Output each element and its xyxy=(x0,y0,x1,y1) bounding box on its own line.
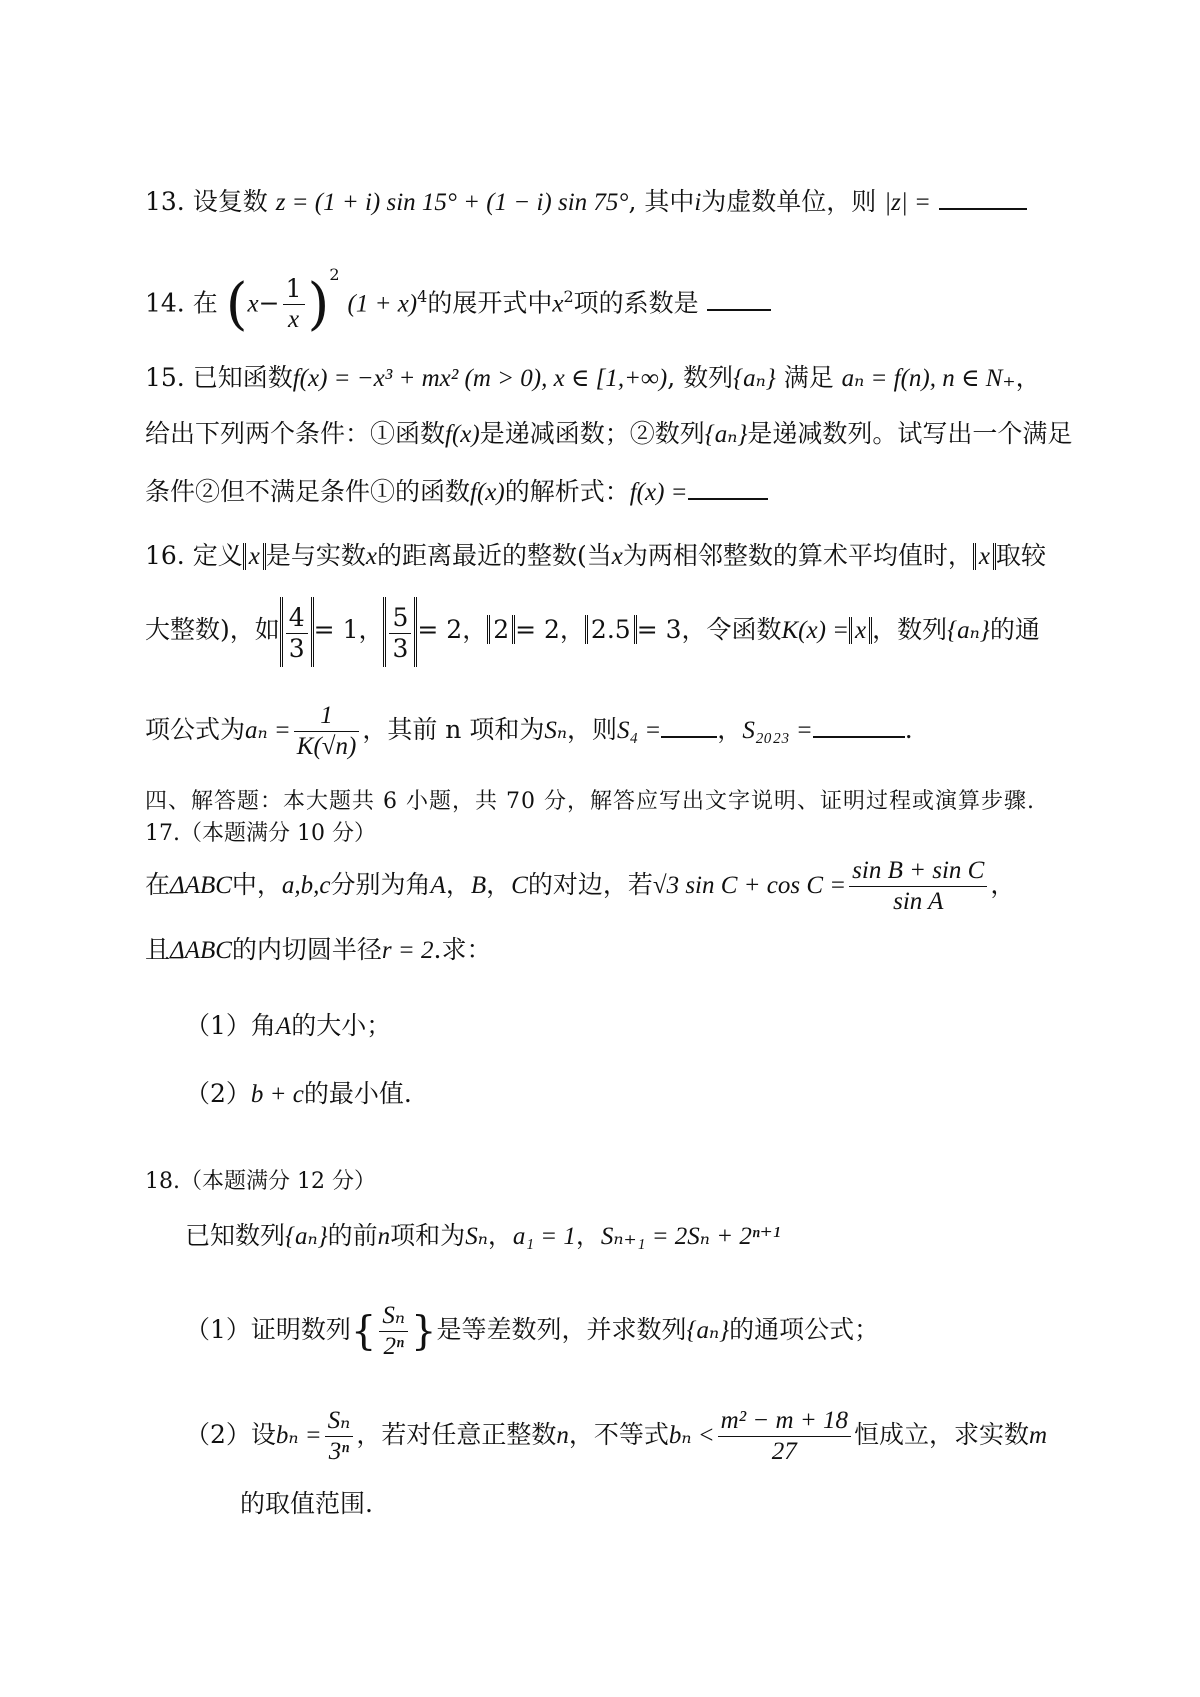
paren-close: ) xyxy=(307,271,330,337)
frac-denominator: 3ⁿ xyxy=(328,1438,350,1465)
frac-numerator: m² − m + 18 xyxy=(718,1406,851,1437)
answer-blank xyxy=(707,287,771,311)
frac-denominator: 3 xyxy=(392,633,409,663)
question-17-part-2 xyxy=(185,1078,412,1111)
q18-text: （1）证明数列 xyxy=(185,1315,351,1344)
q17-angle: C xyxy=(511,872,528,899)
q13-number: 13. xyxy=(145,187,185,216)
q17-radius: r = 2 xyxy=(381,937,434,964)
q14-x: x xyxy=(247,290,259,318)
q17-text: 中， xyxy=(231,870,282,899)
q16-text: . xyxy=(904,715,913,744)
q16-x: x xyxy=(365,543,377,570)
frac-numerator: 1 xyxy=(294,701,360,732)
question-15-line-3 xyxy=(145,476,768,509)
q17-text: 在 xyxy=(145,870,171,899)
answer-blank xyxy=(813,714,905,738)
q16-text: 是与实数 xyxy=(265,541,366,570)
paren-open: ( xyxy=(225,271,248,337)
q15-text: 满足 xyxy=(783,363,834,392)
q18-bn: bₙ = xyxy=(275,1422,322,1449)
question-18-part-2-cont: 的取值范围. xyxy=(240,1489,373,1518)
q15-function: f(x) = −x³ + mx² (m > 0), x ∈ [1,+∞) xyxy=(292,365,668,392)
question-13 xyxy=(145,186,1027,219)
q17-text: 且 xyxy=(145,935,171,964)
question-15-line-1 xyxy=(145,362,1041,395)
q16-sequence: {aₙ} xyxy=(947,617,990,644)
q13-i: i xyxy=(694,189,702,216)
q17-text: （1）角 xyxy=(185,1011,276,1040)
q14-text: 的展开式中 xyxy=(427,288,553,318)
frac-denominator: K(√n) xyxy=(296,733,357,760)
question-16-line-2 xyxy=(145,595,1040,667)
frac-numerator: sin B + sin C xyxy=(849,856,987,887)
q18-fraction xyxy=(718,1406,851,1467)
question-18-line-1 xyxy=(185,1220,780,1253)
q15-text: 是递减函数；②数列 xyxy=(479,419,705,448)
question-16-line-1 xyxy=(145,540,1046,573)
q14-x: x xyxy=(552,290,564,318)
q18-text: ，不等式 xyxy=(568,1420,669,1449)
answer-blank xyxy=(661,714,717,738)
q17-text: ， xyxy=(445,870,471,899)
q16-text: 为两相邻整数的算术平均值时， xyxy=(622,541,973,570)
question-14 xyxy=(145,262,771,339)
frac-denominator: 2ⁿ xyxy=(383,1333,404,1360)
q13-text: 设复数 xyxy=(192,187,268,216)
q14-text: 在 xyxy=(192,288,218,318)
q18-text: ， xyxy=(487,1221,513,1250)
q18-text: 的前 xyxy=(327,1221,378,1250)
q18-text: 的通项公式； xyxy=(729,1315,880,1344)
q18-text: 恒成立，求实数 xyxy=(853,1420,1029,1449)
frac-denominator: x xyxy=(288,306,300,334)
q17-angle: A xyxy=(275,1013,292,1040)
q16-an: aₙ = xyxy=(245,717,291,744)
q17-triangle: ΔABC xyxy=(170,872,232,899)
q14-binomial: (1 + x) xyxy=(347,290,418,318)
q16-text: 取较 xyxy=(995,541,1046,570)
frac-denominator: 27 xyxy=(771,1438,797,1465)
q17-angle: A xyxy=(430,872,446,899)
q18-sn: Sₙ xyxy=(465,1223,488,1250)
q17-triangle: ΔABC xyxy=(170,937,232,964)
frac-numerator: 4 xyxy=(286,603,308,634)
q16-text: 项公式为 xyxy=(145,715,246,744)
q17-text: 分别为角 xyxy=(330,870,431,899)
q15-text: 是递减数列。试写出一个满足 xyxy=(747,419,1073,448)
q16-norm: 2.5 xyxy=(585,615,637,644)
question-17-part-1 xyxy=(185,1010,391,1043)
q16-norm: x xyxy=(243,543,266,570)
q13-expression: z = (1 + i) sin 15° + (1 − i) sin 75° xyxy=(275,189,629,216)
q18-sequence: {aₙ} xyxy=(686,1317,730,1344)
q17-fraction xyxy=(849,856,987,917)
q18-text: ， xyxy=(575,1221,601,1250)
question-17-line-1 xyxy=(145,850,1015,921)
q15-text: 给出下列两个条件：①函数 xyxy=(145,419,446,448)
q18-text: 已知数列 xyxy=(185,1221,286,1250)
q15-fx: f(x) xyxy=(445,421,480,448)
q16-text: ，数列 xyxy=(872,615,948,644)
q14-exp: 2 xyxy=(563,287,574,306)
question-18-part-1 xyxy=(185,1295,879,1366)
q13-text: 为虚数单位，则 xyxy=(701,187,877,216)
q15-sequence: {aₙ} xyxy=(733,365,776,392)
q16-norm: x xyxy=(849,617,872,644)
q14-exp: 2 xyxy=(329,265,340,284)
q17-sides: a,b,c xyxy=(281,872,331,899)
frac-denominator: 3 xyxy=(288,633,305,663)
q17-sum: b + c xyxy=(250,1081,304,1108)
q16-sn: Sₙ xyxy=(544,717,567,744)
question-16-line-3 xyxy=(145,695,913,766)
q16-text: = 2， xyxy=(417,615,488,644)
q16-text: = 3，令函数 xyxy=(636,615,782,644)
q16-text: 大整数)，如 xyxy=(145,615,280,644)
q18-a1: a₁ = 1 xyxy=(512,1223,576,1250)
q15-fx: f(x) xyxy=(470,479,505,506)
answer-blank xyxy=(939,186,1027,210)
q16-text: ，则 xyxy=(566,715,617,744)
q17-text: ， xyxy=(990,870,1016,899)
q17-text: 的内切圆半径 xyxy=(231,935,382,964)
q15-condition: aₙ = f(n), n ∈ N₊ xyxy=(841,365,1016,392)
q16-norm xyxy=(280,597,314,667)
q16-text: = 1， xyxy=(313,615,384,644)
q17-angle: B xyxy=(470,872,487,899)
q16-s2023: S₂₀₂₃ = xyxy=(742,717,813,744)
q18-n: n xyxy=(556,1422,569,1449)
section-4-heading: 四、解答题：本大题共 6 小题，共 70 分，解答应写出文字说明、证明过程或演算步骤. xyxy=(145,789,1035,814)
q15-fx-answer: f(x) = xyxy=(629,479,688,506)
question-18-heading: 18.（本题满分 12 分） xyxy=(145,1169,376,1194)
q15-sequence: {aₙ} xyxy=(704,421,748,448)
q16-text: 的通 xyxy=(989,615,1040,644)
q16-kx: K(x) = xyxy=(781,617,850,644)
q16-norm: x xyxy=(973,543,996,570)
question-17-line-2 xyxy=(145,934,491,967)
q14-minus: − xyxy=(258,288,280,318)
q18-text: （2）设 xyxy=(185,1420,276,1449)
q18-inequality: bₙ < xyxy=(668,1422,715,1449)
q18-recurrence: Sₙ₊₁ = 2Sₙ + 2ⁿ⁺¹ xyxy=(600,1223,781,1250)
brace-open: { xyxy=(350,1308,377,1355)
q17-text: 的最小值. xyxy=(303,1079,412,1108)
brace-close: } xyxy=(411,1308,437,1355)
q18-text: 项和为 xyxy=(390,1221,466,1250)
q16-text: 的距离最近的整数(当 xyxy=(376,541,612,570)
frac-numerator: 5 xyxy=(389,603,411,634)
q18-n: n xyxy=(377,1223,391,1250)
q16-s4: S₄ = xyxy=(616,717,662,744)
q16-norm xyxy=(383,597,417,667)
q13-abs: |z| = xyxy=(884,189,931,216)
q14-fraction xyxy=(283,274,305,335)
frac-numerator: Sₙ xyxy=(379,1301,408,1332)
question-17-heading: 17.（本题满分 10 分） xyxy=(145,821,376,846)
q16-text: = 2， xyxy=(515,615,585,644)
frac-numerator: 1 xyxy=(283,274,305,305)
q14-exp: 4 xyxy=(417,287,428,306)
q15-text: , 数列 xyxy=(667,363,734,392)
q18-text: ，若对任意正整数 xyxy=(356,1420,557,1449)
q17-text: （2） xyxy=(185,1079,251,1108)
answer-blank xyxy=(688,476,768,500)
q17-text: .求： xyxy=(433,935,492,964)
q18-text: 是等差数列，并求数列 xyxy=(436,1315,687,1344)
q15-text: 的解析式： xyxy=(504,477,630,506)
q17-text: 的对边，若 xyxy=(527,870,653,899)
q16-text: 16. 定义 xyxy=(145,541,243,570)
q16-fraction xyxy=(294,701,360,762)
frac-numerator: Sₙ xyxy=(325,1406,354,1437)
q17-text: 的大小； xyxy=(291,1011,392,1040)
q18-fraction xyxy=(379,1301,408,1362)
q14-text: 项的系数是 xyxy=(573,288,699,318)
q16-text: ， xyxy=(717,715,743,744)
q15-text: 15. 已知函数 xyxy=(145,363,293,392)
q16-x: x xyxy=(611,543,623,570)
frac-denominator: sin A xyxy=(893,888,944,915)
q16-norm: 2 xyxy=(487,615,515,644)
q17-text: ， xyxy=(486,870,512,899)
question-18-part-2 xyxy=(185,1400,1047,1471)
q18-sequence: {aₙ} xyxy=(285,1223,328,1250)
q15-text: 条件②但不满足条件①的函数 xyxy=(145,477,471,506)
question-15-line-2 xyxy=(145,418,1072,451)
q18-m: m xyxy=(1028,1422,1048,1449)
q17-equation: √3 sin C + cos C = xyxy=(652,872,847,899)
q13-text: , 其中 xyxy=(628,187,695,216)
q14-number: 14. xyxy=(145,288,185,318)
q16-text: ，其前 n 项和为 xyxy=(362,715,545,744)
q15-text: ， xyxy=(1015,363,1041,392)
q18-fraction xyxy=(325,1406,354,1467)
